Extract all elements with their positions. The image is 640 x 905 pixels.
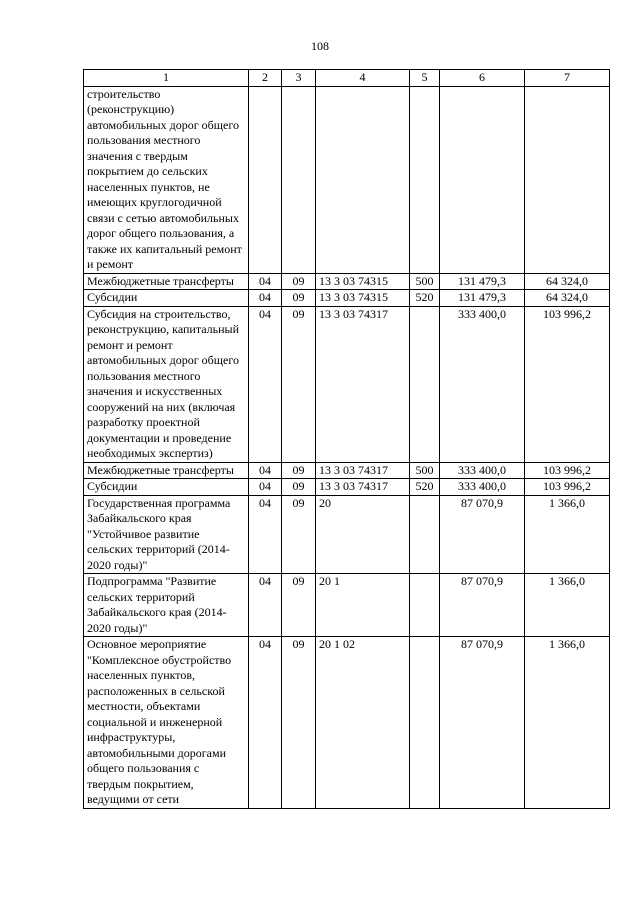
row-name: Межбюджетные трансферты: [84, 273, 249, 290]
table-row: [84, 273, 610, 290]
row-amount-6: 131 479,3: [440, 273, 525, 290]
header-col-5: 5: [410, 70, 440, 87]
row-amount-6: 333 400,0: [440, 462, 525, 479]
row-amount-7: 1 366,0: [525, 637, 610, 809]
row-name: Субсидия на строительство, реконструкцию, капитальный ремонт и ремонт автомобильных дорог общего пользования местного значения и искусственных сооружений на них (включая разработку проектной документации и проведение необходимых экспертиз): [84, 306, 249, 462]
row-target-code: 13 3 03 74315: [316, 273, 410, 290]
row-subsection: 09: [282, 479, 316, 496]
table-row: [84, 290, 610, 307]
row-target-code: 13 3 03 74315: [316, 290, 410, 307]
row-section: 04: [249, 290, 282, 307]
row-name: строительство (реконструкцию) автомобильных дорог общего пользования местного значения с твердым покрытием до сельских населенных пунктов, не имеющих круглогодичной связи с сетью автомобильных дорог общего пользования, а также их капитальный ремонт и ремонт: [84, 86, 249, 273]
table-row: [84, 574, 610, 637]
row-expense-type: [410, 86, 440, 273]
row-name: Основное мероприятие "Комплексное обустройство населенных пунктов, расположенных в сельской местности, объектами социальной и инженерной инфраструктуры, автомобильными дорогами общего пользования с твердым покрытием, ведущими от сети: [84, 637, 249, 809]
header-col-4: 4: [316, 70, 410, 87]
row-subsection: 09: [282, 306, 316, 462]
row-amount-7: 103 996,2: [525, 306, 610, 462]
row-section: [249, 86, 282, 273]
header-col-7: 7: [525, 70, 610, 87]
row-amount-6: [440, 86, 525, 273]
row-amount-7: 103 996,2: [525, 462, 610, 479]
row-name: Субсидии: [84, 479, 249, 496]
row-amount-6: 87 070,9: [440, 574, 525, 637]
row-expense-type: [410, 306, 440, 462]
row-subsection: 09: [282, 637, 316, 809]
row-amount-7: 64 324,0: [525, 290, 610, 307]
row-name: Межбюджетные трансферты: [84, 462, 249, 479]
row-section: 04: [249, 479, 282, 496]
header-col-6: 6: [440, 70, 525, 87]
row-amount-7: 1 366,0: [525, 495, 610, 574]
row-amount-6: 87 070,9: [440, 495, 525, 574]
row-amount-7: 103 996,2: [525, 479, 610, 496]
row-expense-type: [410, 574, 440, 637]
row-amount-7: [525, 86, 610, 273]
header-row: [84, 70, 610, 87]
row-subsection: 09: [282, 462, 316, 479]
row-target-code: [316, 86, 410, 273]
row-section: 04: [249, 273, 282, 290]
row-subsection: [282, 86, 316, 273]
row-target-code: 20 1 02: [316, 637, 410, 809]
row-amount-6: 333 400,0: [440, 479, 525, 496]
row-amount-7: 1 366,0: [525, 574, 610, 637]
row-amount-7: 64 324,0: [525, 273, 610, 290]
table-row: [84, 479, 610, 496]
header-col-3: 3: [282, 70, 316, 87]
header-col-2: 2: [249, 70, 282, 87]
row-target-code: 13 3 03 74317: [316, 306, 410, 462]
page-number: 108: [311, 39, 329, 53]
row-amount-6: 333 400,0: [440, 306, 525, 462]
header-col-1: 1: [84, 70, 249, 87]
row-expense-type: [410, 637, 440, 809]
row-subsection: 09: [282, 574, 316, 637]
row-target-code: 13 3 03 74317: [316, 479, 410, 496]
row-target-code: 20: [316, 495, 410, 574]
row-name: Субсидии: [84, 290, 249, 307]
row-amount-6: 131 479,3: [440, 290, 525, 307]
table-row: [84, 637, 610, 809]
row-section: 04: [249, 306, 282, 462]
row-expense-type: [410, 495, 440, 574]
row-amount-6: 87 070,9: [440, 637, 525, 809]
row-subsection: 09: [282, 273, 316, 290]
row-section: 04: [249, 462, 282, 479]
table-row: [84, 306, 610, 462]
table-row: [84, 495, 610, 574]
row-section: 04: [249, 495, 282, 574]
row-expense-type: 520: [410, 290, 440, 307]
row-section: 04: [249, 637, 282, 809]
row-expense-type: 520: [410, 479, 440, 496]
row-expense-type: 500: [410, 273, 440, 290]
row-name: Подпрограмма "Развитие сельских территорий Забайкальского края (2014-2020 годы)": [84, 574, 249, 637]
row-target-code: 13 3 03 74317: [316, 462, 410, 479]
table-row: [84, 86, 610, 273]
row-expense-type: 500: [410, 462, 440, 479]
row-target-code: 20 1: [316, 574, 410, 637]
budget-table: [83, 69, 610, 809]
table-row: [84, 462, 610, 479]
row-name: Государственная программа Забайкальского края "Устойчивое развитие сельских территорий (2014-2020 годы)": [84, 495, 249, 574]
row-subsection: 09: [282, 495, 316, 574]
row-section: 04: [249, 574, 282, 637]
row-subsection: 09: [282, 290, 316, 307]
